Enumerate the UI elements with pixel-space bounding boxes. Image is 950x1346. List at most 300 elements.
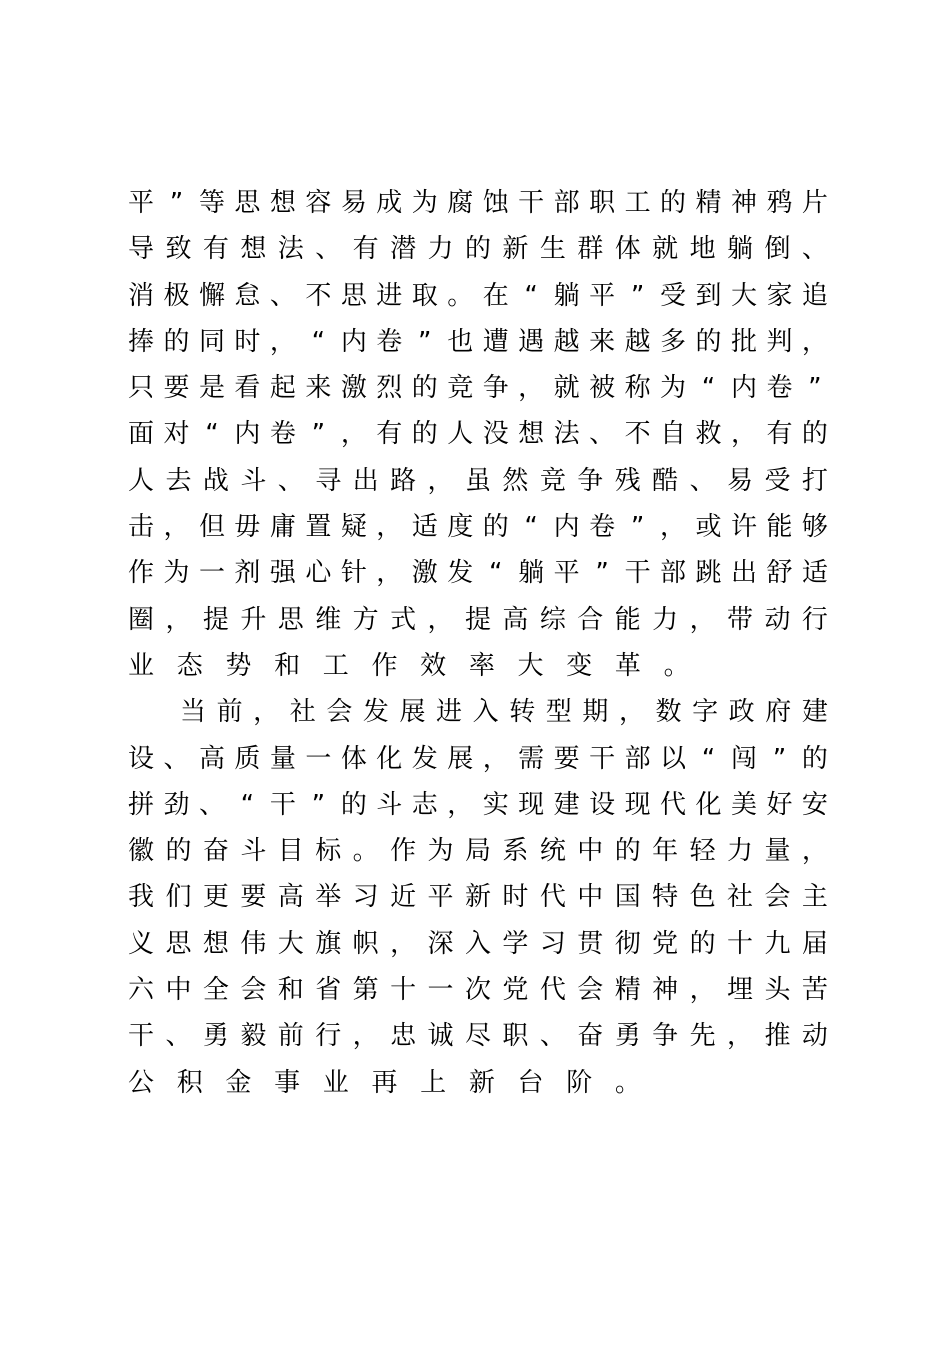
text-char: 的: [482, 512, 509, 543]
text-char: 事: [274, 1067, 301, 1098]
text-char: 闯: [730, 743, 757, 774]
text-char: 工: [624, 188, 651, 218]
text-char: 九: [764, 928, 791, 959]
text-char: 行: [315, 1021, 342, 1052]
text-char: 府: [765, 697, 792, 728]
text-char: 争: [482, 373, 509, 404]
text-char: ，: [660, 512, 687, 543]
text-line: [128, 411, 828, 457]
text-char: 式: [390, 604, 417, 635]
text-char: 美: [730, 789, 757, 820]
text-char: 怠: [234, 280, 261, 311]
text-char: 斗: [240, 465, 267, 496]
text-char: ”: [311, 789, 326, 820]
text-char: 效: [420, 650, 447, 681]
text-char: 志: [411, 789, 438, 820]
text-char: 干: [624, 558, 651, 589]
text-char: 卷: [589, 512, 616, 543]
text-char: 易: [727, 465, 754, 496]
text-char: 平: [128, 188, 155, 218]
text-char: 统: [539, 836, 566, 867]
text-char: 们: [165, 882, 192, 913]
text-char: 劲: [163, 789, 190, 820]
text-char: 疑: [340, 512, 367, 543]
text-char: 没: [482, 419, 509, 450]
text-char: 力: [652, 604, 679, 635]
text-char: 、: [198, 789, 225, 820]
text-char: ，: [689, 604, 716, 635]
text-char: 受: [764, 465, 791, 496]
text-char: 法: [553, 419, 580, 450]
text-char: ，: [801, 326, 828, 357]
text-char: 生: [539, 234, 566, 265]
text-char: 不: [305, 280, 332, 311]
text-char: 舒: [766, 558, 793, 589]
text-char: ，: [618, 697, 645, 728]
text-char: 诚: [427, 1021, 454, 1052]
text-char: 新: [502, 234, 529, 265]
text-char: 想: [518, 419, 545, 450]
text-char: 现: [518, 789, 545, 820]
text-char: 容: [305, 188, 332, 218]
text-char: 数: [655, 697, 682, 728]
text-char: ，: [340, 419, 367, 450]
text-char: 升: [240, 604, 267, 635]
text-char: 潜: [390, 234, 417, 265]
text-char: 群: [577, 234, 604, 265]
text-char: ，: [518, 373, 545, 404]
text-char: 斗: [376, 789, 403, 820]
text-char: 政: [728, 697, 755, 728]
text-char: 发: [362, 697, 389, 728]
text-char: 的: [163, 326, 190, 357]
text-char: 标: [315, 836, 342, 867]
text-char: 前: [277, 1021, 304, 1052]
text-char: 转: [509, 697, 536, 728]
text-char: 的: [801, 743, 828, 774]
text-char: 社: [727, 882, 754, 913]
text-line: [128, 1013, 828, 1059]
text-char: 时: [234, 326, 261, 357]
text-char: ，: [376, 512, 403, 543]
text-char: 烈: [376, 373, 403, 404]
text-char: 动: [764, 604, 791, 635]
text-char: 国: [614, 882, 641, 913]
text-char: 够: [801, 512, 828, 543]
text-char: 行: [801, 604, 828, 635]
text-char: 上: [420, 1067, 447, 1098]
text-char: 思: [277, 604, 304, 635]
text-char: 平: [589, 280, 616, 311]
text-char: 届: [801, 928, 828, 959]
text-char: 设: [589, 789, 616, 820]
text-char: 。: [447, 280, 474, 311]
text-char: 有: [766, 419, 793, 450]
text-char: 举: [315, 882, 342, 913]
text-char: “: [701, 743, 716, 774]
text-char: 为: [163, 558, 190, 589]
text-char: 全: [202, 975, 229, 1006]
text-char: 更: [202, 882, 229, 913]
text-char: 目: [277, 836, 304, 867]
text-char: 建: [553, 789, 580, 820]
text-char: 安: [801, 789, 828, 820]
text-char: 争: [577, 465, 604, 496]
text-char: 现: [624, 789, 651, 820]
text-char: 、: [689, 465, 716, 496]
text-char: 质: [234, 743, 261, 774]
text-char: 激: [340, 373, 367, 404]
text-char: 社: [289, 697, 316, 728]
text-char: 、: [269, 280, 296, 311]
text-char: 我: [128, 882, 155, 913]
text-char: 卷: [376, 326, 403, 357]
text-char: 蚀: [482, 188, 509, 218]
text-char: 会: [764, 882, 791, 913]
text-char: 路: [390, 465, 417, 496]
text-char: 遇: [518, 326, 545, 357]
text-char: 竞: [539, 465, 566, 496]
text-char: 的: [695, 326, 722, 357]
text-char: 彻: [614, 928, 641, 959]
text-char: 徽: [128, 836, 155, 867]
text-char: 量: [764, 836, 791, 867]
text-char: 头: [764, 975, 791, 1006]
text-char: 党: [502, 975, 529, 1006]
text-char: 六: [128, 975, 155, 1006]
text-char: 等: [198, 188, 225, 218]
text-char: 内: [234, 419, 261, 450]
text-char: 量: [269, 743, 296, 774]
text-char: 导: [128, 234, 155, 265]
text-char: 毋: [234, 512, 261, 543]
text-char: 进: [376, 280, 403, 311]
text-char: 好: [766, 789, 793, 820]
text-char: 片: [801, 188, 828, 218]
text-char: 来: [305, 373, 332, 404]
text-char: 干: [589, 743, 616, 774]
text-char: 旗: [315, 928, 342, 959]
text-char: 勇: [202, 1021, 229, 1052]
text-char: 贯: [577, 928, 604, 959]
text-char: 想: [269, 188, 296, 218]
text-char: 金: [225, 1067, 252, 1098]
text-char: ，: [727, 1021, 754, 1052]
text-char: 埋: [727, 975, 754, 1006]
text-char: 、: [801, 234, 828, 265]
text-char: 型: [545, 697, 572, 728]
text-char: 部: [624, 743, 651, 774]
text-char: 作: [390, 836, 417, 867]
text-char: 职: [589, 188, 616, 218]
text-char: 腐: [447, 188, 474, 218]
text-char: 局: [464, 836, 491, 867]
text-char: 中: [165, 975, 192, 1006]
text-char: 不: [624, 419, 651, 450]
text-char: 新: [468, 1067, 495, 1098]
text-char: 提: [464, 604, 491, 635]
text-char: 高: [502, 604, 529, 635]
text-char: 奋: [202, 836, 229, 867]
text-line: [128, 180, 828, 226]
text-char: 中: [577, 836, 604, 867]
text-char: 想: [240, 234, 267, 265]
text-char: ”: [418, 326, 432, 357]
text-char: 大: [517, 650, 544, 681]
text-char: 致: [165, 234, 192, 265]
text-char: 。: [352, 836, 379, 867]
text-line: [128, 273, 828, 319]
text-char: 力: [727, 836, 754, 867]
text-char: 字: [692, 697, 719, 728]
text-char: 剂: [234, 558, 261, 589]
text-line: [128, 921, 828, 967]
text-line: [128, 828, 828, 874]
text-char: 台: [517, 1067, 544, 1098]
text-char: ，: [390, 928, 417, 959]
text-char: 前: [216, 697, 243, 728]
text-char: 动: [801, 1021, 828, 1052]
text-char: 内: [730, 373, 757, 404]
text-char: 体: [340, 743, 367, 774]
text-char: 消: [128, 280, 155, 311]
text-char: 合: [577, 604, 604, 635]
text-char: 竞: [447, 373, 474, 404]
text-char: 。: [663, 650, 690, 681]
text-char: 力: [427, 234, 454, 265]
text-char: 变: [566, 650, 593, 681]
text-char: 圈: [128, 604, 155, 635]
text-char: ”: [595, 558, 609, 589]
text-char: 家: [766, 280, 793, 311]
text-char: 设: [128, 743, 155, 774]
text-char: 心: [305, 558, 332, 589]
text-char: 党: [652, 928, 679, 959]
text-char: 中: [577, 882, 604, 913]
text-char: 也: [447, 326, 474, 357]
text-char: 第: [352, 975, 379, 1006]
text-char: 忠: [390, 1021, 417, 1052]
text-char: 度: [447, 512, 474, 543]
text-char: 建: [801, 697, 828, 728]
text-char: 批: [730, 326, 757, 357]
text-char: 作: [371, 650, 398, 681]
text-char: ，: [689, 975, 716, 1006]
text-line: [128, 874, 828, 920]
text-char: 倒: [764, 234, 791, 265]
text-char: “: [524, 512, 538, 543]
text-char: 出: [352, 465, 379, 496]
text-char: 极: [163, 280, 190, 311]
text-char: “: [205, 419, 219, 450]
text-char: 被: [589, 373, 616, 404]
text-char: ”: [311, 419, 326, 450]
text-line: [128, 458, 828, 504]
text-char: 业: [128, 650, 155, 681]
text-char: 庸: [269, 512, 296, 543]
text-char: 地: [689, 234, 716, 265]
text-char: 寻: [315, 465, 342, 496]
text-char: 思: [234, 188, 261, 218]
text-char: 思: [340, 280, 367, 311]
text-char: 精: [695, 188, 722, 218]
text-char: 只: [128, 373, 155, 404]
text-char: ，: [163, 512, 190, 543]
text-char: ”: [630, 512, 645, 543]
text-char: 躺: [553, 280, 580, 311]
text-char: 发: [447, 558, 474, 589]
text-char: 学: [502, 928, 529, 959]
text-char: 人: [447, 419, 474, 450]
text-char: 当: [180, 697, 207, 728]
text-char: 人: [128, 465, 155, 496]
text-char: 想: [202, 928, 229, 959]
text-char: 捧: [128, 326, 155, 357]
text-char: ，: [376, 558, 403, 589]
text-char: 的: [614, 836, 641, 867]
text-char: 成: [376, 188, 403, 218]
text-char: 作: [128, 558, 155, 589]
text-line: [128, 967, 828, 1013]
text-char: 救: [695, 419, 722, 450]
text-char: 入: [472, 697, 499, 728]
text-char: 的: [464, 234, 491, 265]
text-char: 出: [730, 558, 757, 589]
text-char: 神: [652, 975, 679, 1006]
text-char: 干: [128, 1021, 155, 1052]
text-char: 体: [614, 234, 641, 265]
text-char: 阶: [566, 1067, 593, 1098]
text-char: 拼: [128, 789, 155, 820]
text-char: 化: [376, 743, 403, 774]
text-char: 尽: [464, 1021, 491, 1052]
text-char: 强: [269, 558, 296, 589]
text-char: 勇: [614, 1021, 641, 1052]
text-char: 特: [652, 882, 679, 913]
text-char: 奋: [577, 1021, 604, 1052]
text-char: 会: [240, 975, 267, 1006]
text-char: 激: [411, 558, 438, 589]
text-char: 代: [539, 882, 566, 913]
text-line: [128, 736, 828, 782]
text-char: 的: [660, 188, 687, 218]
text-char: 有: [202, 234, 229, 265]
text-char: 但: [198, 512, 225, 543]
text-char: 势: [225, 650, 252, 681]
text-char: 干: [269, 789, 296, 820]
text-char: 新: [464, 882, 491, 913]
text-char: 就: [652, 234, 679, 265]
text-char: 然: [502, 465, 529, 496]
text-char: ，: [482, 743, 509, 774]
text-char: 工: [322, 650, 349, 681]
text-char: ，: [427, 465, 454, 496]
text-char: 称: [624, 373, 651, 404]
text-char: 一: [198, 558, 225, 589]
text-char: 看: [234, 373, 261, 404]
text-char: 代: [660, 789, 687, 820]
text-char: 多: [660, 326, 687, 357]
text-char: 神: [730, 188, 757, 218]
text-char: ，: [352, 1021, 379, 1052]
text-char: 或: [695, 512, 722, 543]
text-char: 能: [614, 604, 641, 635]
text-char: 提: [202, 604, 229, 635]
text-char: 内: [553, 512, 580, 543]
text-char: 十: [727, 928, 754, 959]
text-char: 实: [482, 789, 509, 820]
text-char: 带: [727, 604, 754, 635]
text-char: 针: [340, 558, 367, 589]
text-char: “: [524, 280, 538, 311]
text-char: 要: [553, 743, 580, 774]
text-char: 遭: [482, 326, 509, 357]
text-char: 来: [589, 326, 616, 357]
text-char: 轻: [689, 836, 716, 867]
text-char: 维: [315, 604, 342, 635]
text-char: 越: [553, 326, 580, 357]
text-char: 要: [240, 882, 267, 913]
text-char: 化: [695, 789, 722, 820]
text-char: ”: [772, 743, 787, 774]
text-char: 跳: [695, 558, 722, 589]
text-char: 、: [165, 1021, 192, 1052]
text-char: 的: [689, 928, 716, 959]
text-char: 主: [801, 882, 828, 913]
text-line: [128, 319, 828, 365]
text-char: 先: [689, 1021, 716, 1052]
text-char: 综: [539, 604, 566, 635]
text-line: [128, 597, 828, 643]
text-char: 部: [553, 188, 580, 218]
text-char: 、: [163, 743, 190, 774]
text-char: “: [701, 373, 716, 404]
text-char: 平: [553, 558, 580, 589]
text-char: 进: [436, 697, 463, 728]
text-char: 、: [539, 1021, 566, 1052]
text-char: 就: [553, 373, 580, 404]
text-char: 。: [614, 1067, 641, 1098]
text-char: 高: [277, 882, 304, 913]
text-char: 态: [176, 650, 203, 681]
text-char: 和: [274, 650, 301, 681]
text-char: 能: [766, 512, 793, 543]
text-char: 同: [198, 326, 225, 357]
text-char: 年: [652, 836, 679, 867]
text-char: 虽: [464, 465, 491, 496]
text-char: 受: [660, 280, 687, 311]
text-char: 、: [315, 234, 342, 265]
text-char: 争: [652, 1021, 679, 1052]
text-char: ”: [808, 373, 822, 404]
text-char: 公: [128, 1067, 155, 1098]
text-char: ”: [630, 280, 645, 311]
text-line: [128, 643, 828, 689]
text-char: 、: [277, 465, 304, 496]
text-char: 积: [176, 1067, 203, 1098]
text-char: ，: [165, 604, 192, 635]
text-char: 为: [411, 188, 438, 218]
text-char: 鸦: [766, 188, 793, 218]
text-char: 许: [730, 512, 757, 543]
text-char: 一: [305, 743, 332, 774]
text-char: 精: [614, 975, 641, 1006]
text-char: 系: [502, 836, 529, 867]
text-char: 一: [427, 975, 454, 1006]
text-char: 高: [198, 743, 225, 774]
text-char: 时: [502, 882, 529, 913]
text-char: 战: [202, 465, 229, 496]
